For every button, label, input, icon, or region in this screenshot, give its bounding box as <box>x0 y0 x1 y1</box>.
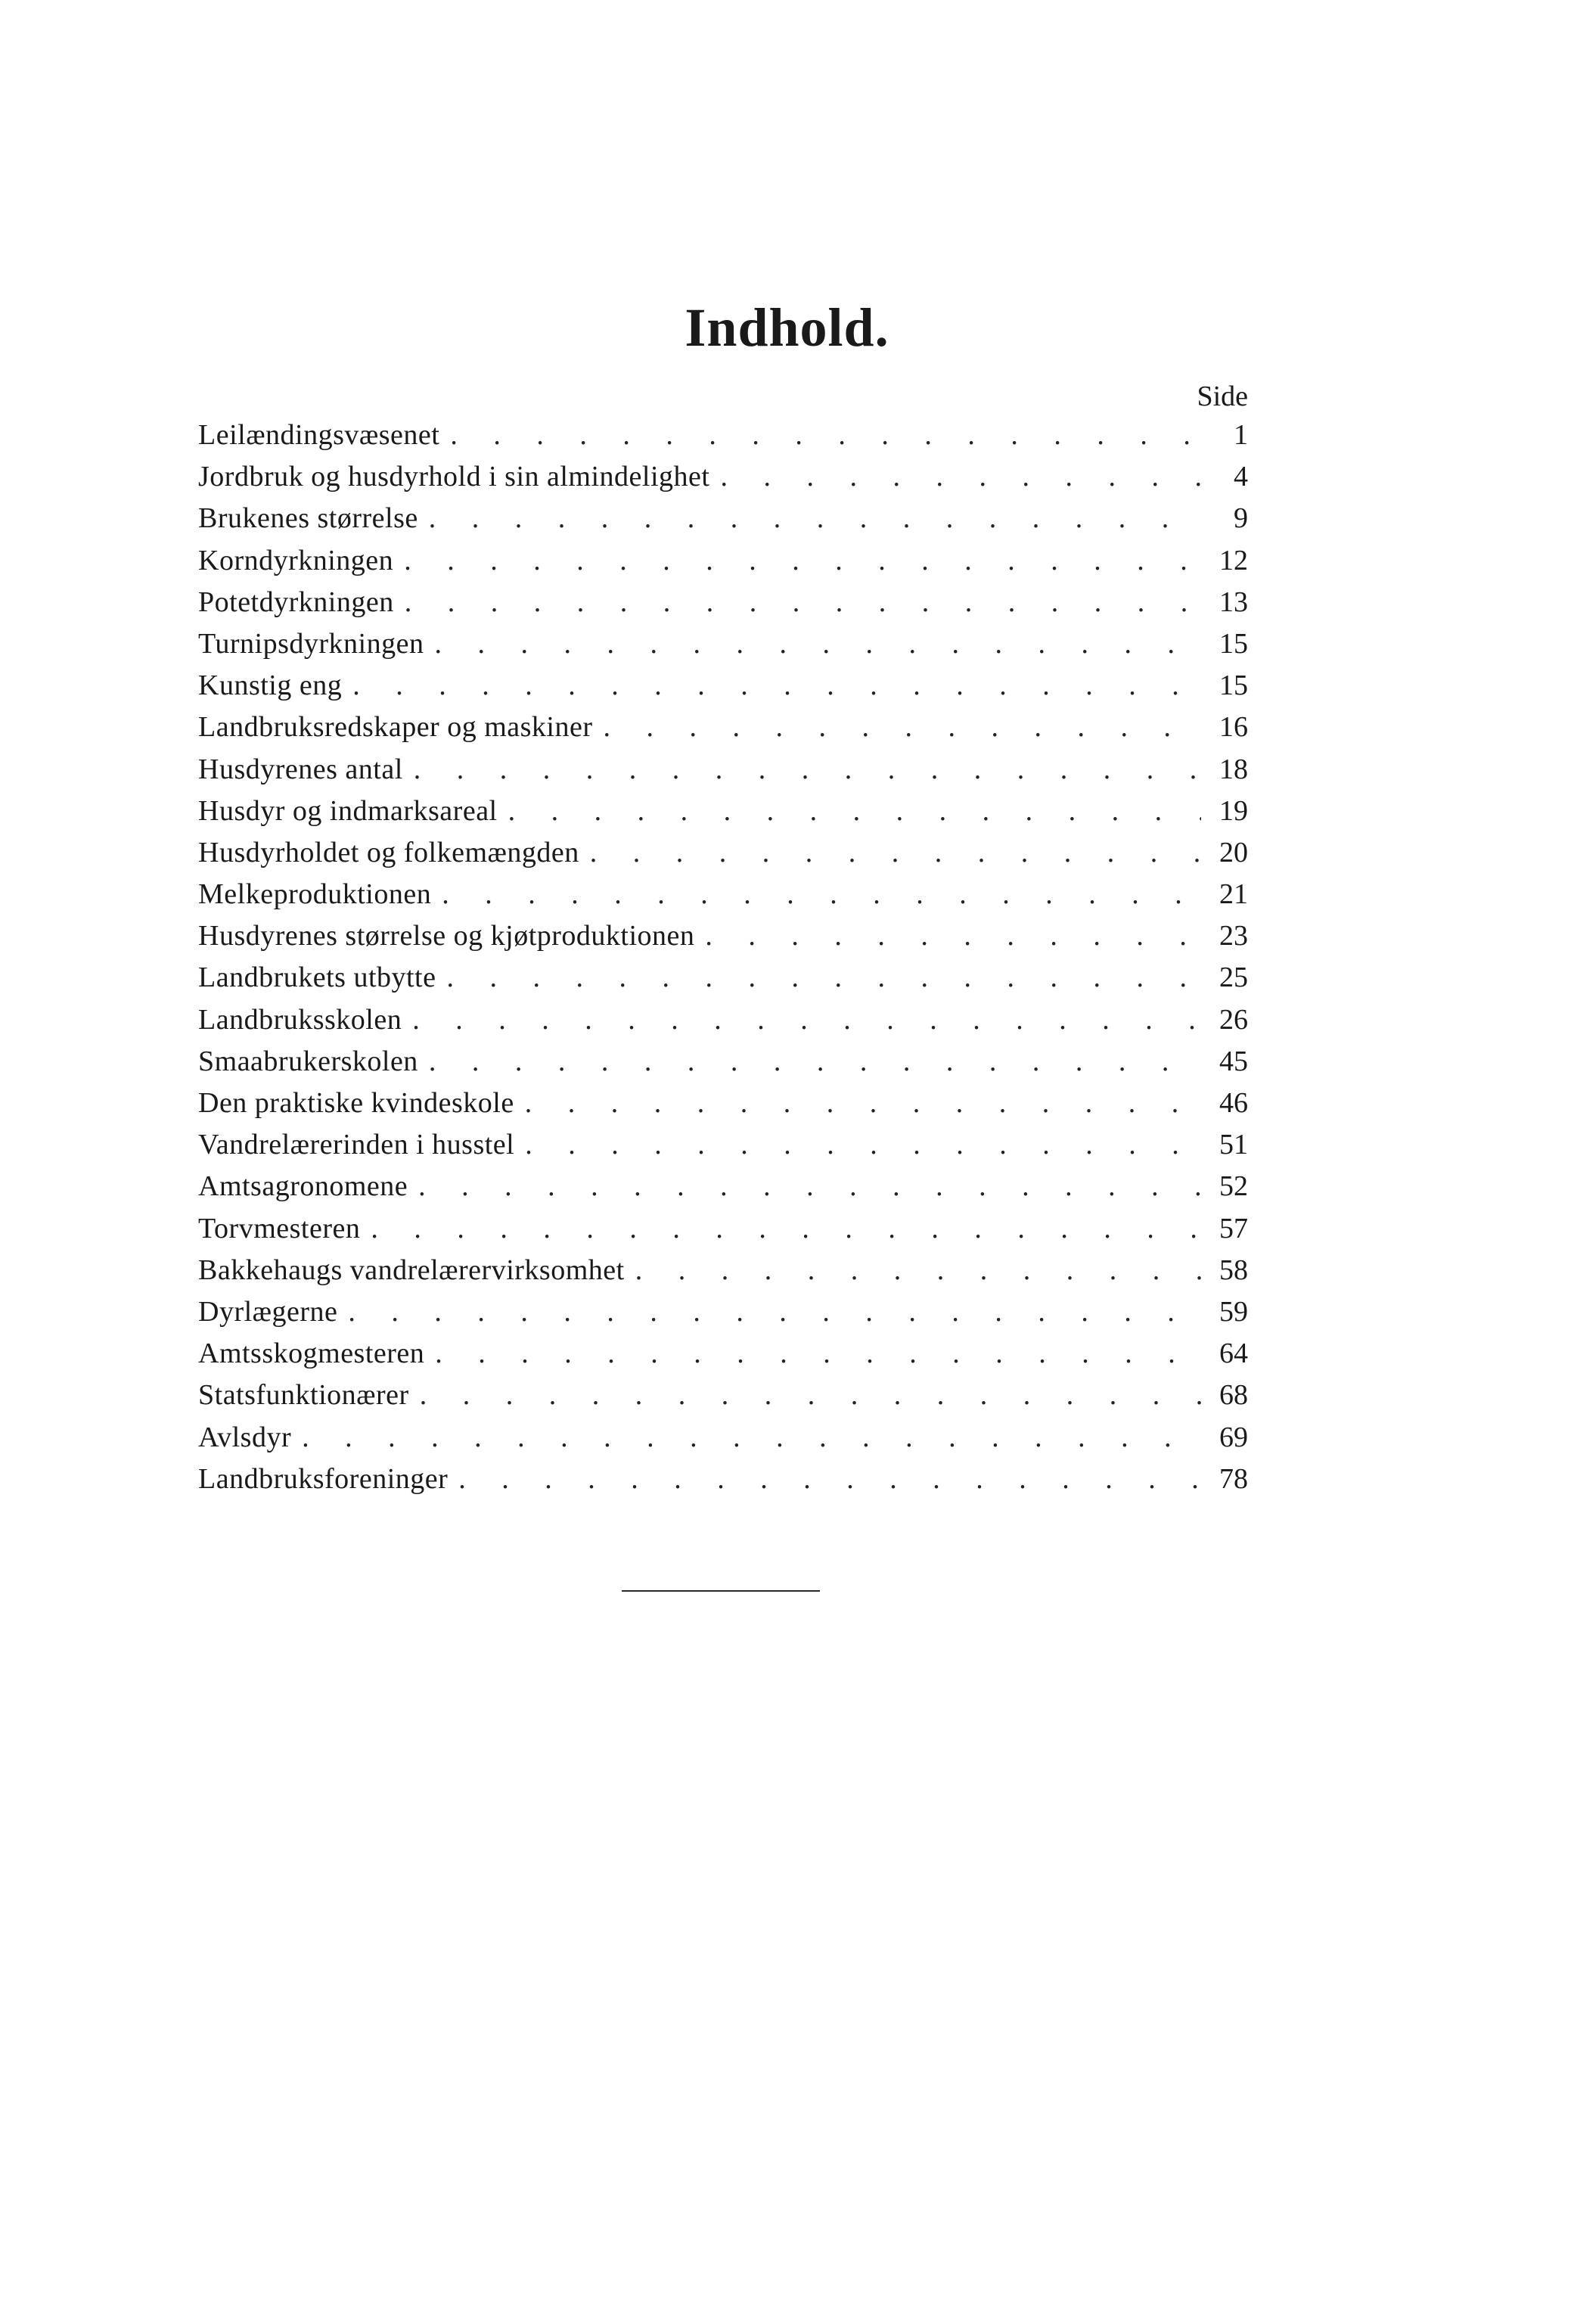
dot-leader <box>414 749 1201 791</box>
dot-leader <box>412 999 1201 1041</box>
toc-entry-page: 58 <box>1219 1254 1248 1286</box>
toc-entry[interactable] <box>198 623 1248 665</box>
toc-entry[interactable] <box>198 1041 1248 1083</box>
toc-entry[interactable] <box>198 957 1248 999</box>
toc-entry-title: Korndyrkningen <box>198 544 394 576</box>
dot-leader <box>604 707 1201 748</box>
toc-entry[interactable] <box>198 1417 1248 1459</box>
toc-entry[interactable] <box>198 999 1248 1041</box>
toc-entry[interactable] <box>198 582 1248 623</box>
dot-leader <box>429 1041 1201 1083</box>
dot-leader <box>720 456 1201 498</box>
toc-entry[interactable] <box>198 1166 1248 1207</box>
toc-entry-title: Melkeproduktionen <box>198 878 432 911</box>
toc-entry-title: Landbruksskolen <box>198 1003 402 1036</box>
toc-entry-title: Husdyrholdet og folkemængden <box>198 836 579 868</box>
toc-entry-page: 51 <box>1219 1129 1248 1161</box>
toc-entry-title: Turnipsdyrkningen <box>198 627 424 660</box>
toc-entry-title: Kunstig eng <box>198 670 343 702</box>
dot-leader <box>525 1083 1201 1124</box>
toc-entry-title: Smaabrukerskolen <box>198 1045 418 1077</box>
dot-leader <box>434 623 1201 665</box>
dot-leader <box>525 1124 1201 1166</box>
toc-entry[interactable] <box>198 540 1248 582</box>
dot-leader <box>418 1166 1201 1207</box>
dot-leader <box>405 582 1201 623</box>
toc-entry-title: Landbruksforeninger <box>198 1462 449 1495</box>
toc-entry-page: 18 <box>1219 753 1248 785</box>
dot-leader <box>705 915 1201 957</box>
dot-leader <box>635 1250 1201 1291</box>
toc-entry-page: 57 <box>1219 1212 1248 1244</box>
toc-entry[interactable] <box>198 1124 1248 1166</box>
toc-entry[interactable] <box>198 1083 1248 1124</box>
toc-entry[interactable] <box>198 1333 1248 1375</box>
toc-entry-page: 46 <box>1219 1087 1248 1119</box>
toc-entry[interactable] <box>198 749 1248 791</box>
dot-leader <box>458 1459 1201 1500</box>
toc-entry-page: 64 <box>1219 1338 1248 1370</box>
toc-entry-page: 59 <box>1219 1295 1248 1328</box>
toc-entry-page: 20 <box>1219 836 1248 868</box>
toc-entry-page: 68 <box>1219 1379 1248 1412</box>
toc-entry-page: 23 <box>1219 920 1248 952</box>
toc-entry[interactable] <box>198 791 1248 832</box>
toc-entry-page: 13 <box>1219 586 1248 618</box>
dot-leader <box>404 540 1201 582</box>
toc-entry-page: 9 <box>1234 502 1248 535</box>
dot-leader <box>348 1291 1201 1333</box>
toc-entry-page: 25 <box>1219 962 1248 994</box>
dot-leader <box>371 1208 1201 1250</box>
toc-entry-title: Landbrukets utbytte <box>198 962 436 994</box>
toc-entry-title: Jordbruk og husdyrhold i sin almindelighet <box>198 461 710 493</box>
toc-entry-page: 45 <box>1219 1045 1248 1077</box>
dot-leader <box>302 1417 1201 1459</box>
toc-entry[interactable] <box>198 874 1248 915</box>
toc-entry-page: 15 <box>1219 670 1248 702</box>
dot-leader <box>450 415 1201 456</box>
dot-leader <box>352 665 1201 707</box>
dot-leader <box>429 498 1201 539</box>
toc-entry-page: 19 <box>1219 794 1248 827</box>
toc-entry-page: 21 <box>1219 878 1248 911</box>
toc-entry[interactable] <box>198 1291 1248 1333</box>
toc-entry-title: Husdyr og indmarksareal <box>198 794 498 827</box>
toc-entry[interactable] <box>198 707 1248 748</box>
toc-entry[interactable] <box>198 665 1248 707</box>
toc-entry-title: Statsfunktionærer <box>198 1379 409 1412</box>
toc-entry[interactable] <box>198 832 1248 874</box>
toc-entry-title: Husdyrenes antal <box>198 753 403 785</box>
toc-entry-page: 26 <box>1219 1003 1248 1036</box>
dot-leader <box>420 1375 1201 1416</box>
toc-entry[interactable] <box>198 1459 1248 1500</box>
toc-entry[interactable] <box>198 1375 1248 1416</box>
dot-leader <box>446 957 1201 999</box>
page-column-label: Side <box>1197 381 1248 412</box>
toc-entry-title: Brukenes størrelse <box>198 502 418 535</box>
toc-entry[interactable] <box>198 1208 1248 1250</box>
toc-entry-page: 4 <box>1234 461 1248 493</box>
dot-leader <box>442 874 1201 915</box>
toc-entry-page: 52 <box>1219 1170 1248 1203</box>
toc-entry-page: 12 <box>1219 544 1248 576</box>
dot-leader <box>508 791 1201 832</box>
toc-entry-title: Leilændingsvæsenet <box>198 419 440 451</box>
toc-entry-title: Amtsskogmesteren <box>198 1338 425 1370</box>
toc-entry[interactable] <box>198 415 1248 456</box>
page-title: Indhold. <box>685 297 889 358</box>
toc-entry-title: Bakkehaugs vandrelærervirksomhet <box>198 1254 625 1286</box>
toc-entry-title: Vandrelærerinden i husstel <box>198 1129 515 1161</box>
toc-entry-page: 16 <box>1219 711 1248 744</box>
toc-entry-title: Avlsdyr <box>198 1421 292 1453</box>
closing-rule <box>622 1590 820 1592</box>
dot-leader <box>435 1333 1201 1375</box>
toc-entry-title: Potetdyrkningen <box>198 586 394 618</box>
toc-entry-title: Torvmesteren <box>198 1212 361 1244</box>
toc-entry[interactable] <box>198 915 1248 957</box>
toc-entry-title: Husdyrenes størrelse og kjøtproduktionen <box>198 920 695 952</box>
toc-entry-title: Den praktiske kvindeskole <box>198 1087 514 1119</box>
toc-entry-page: 69 <box>1219 1421 1248 1453</box>
toc-entry[interactable] <box>198 498 1248 539</box>
table-of-contents <box>198 415 1248 1500</box>
toc-entry-title: Dyrlægerne <box>198 1295 338 1328</box>
toc-entry-page: 15 <box>1219 627 1248 660</box>
toc-entry-page: 78 <box>1219 1462 1248 1495</box>
toc-entry[interactable] <box>198 456 1248 498</box>
dot-leader <box>590 832 1201 874</box>
toc-entry[interactable] <box>198 1250 1248 1291</box>
toc-entry-title: Amtsagronomene <box>198 1170 408 1203</box>
toc-entry-title: Landbruksredskaper og maskiner <box>198 711 593 744</box>
toc-entry-page: 1 <box>1234 419 1248 451</box>
